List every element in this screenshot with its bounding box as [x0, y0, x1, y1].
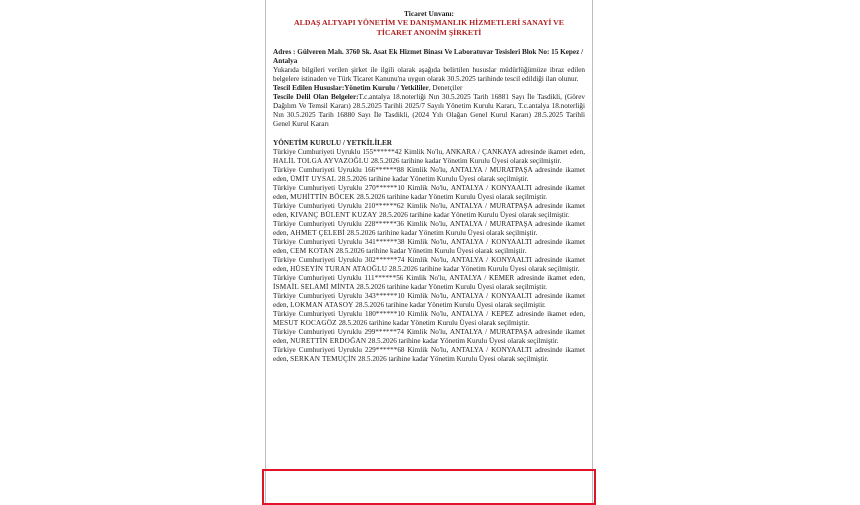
member-name: MESUT KOCAGÖZ — [273, 319, 337, 327]
board-member-entry-highlighted: Türkiye Cumhuriyeti Uyruklu 229******68 Kimlik No'lu, ANTALYA / KONYAALTI adresinde ikamet eden, SERKAN TEMUÇİN 28.5.2026 tarihine kadar Yönetim Kurulu Üyesi olarak seçilmiştir. — [273, 346, 585, 363]
member-name: SERKAN TEMUÇİN — [290, 355, 357, 363]
board-member-entry: Türkiye Cumhuriyeti Uyruklu 111******56 Kimlik No'lu, ANTALYA / KEMER adresinde ikamet eden, İSMAİL SELAMİ MİNTA 28.5.2026 tarihine kadar Yönetim Kurulu Üyesi olarak seçilmiştir. — [273, 274, 585, 291]
trade-name-label: Ticaret Unvanı: — [403, 9, 455, 18]
member-name: KIVANÇ BÜLENT KUZAY — [290, 211, 378, 219]
registered-matters — [273, 84, 585, 93]
board-section-title: YÖNETİM KURULU / YETKİLİLER — [273, 139, 392, 147]
board-member-entry: Türkiye Cumhuriyeti Uyruklu 166******88 Kimlik No'lu, ANTALYA / MURATPAŞA adresinde ikamet eden, ÜMİT UYSAL 28.5.2026 tarihine kadar Yönetim Kurulu Üyesi olarak seçilmiştir. — [273, 166, 585, 183]
source-documents-label: Tescile Delil Olan Belgeler: — [273, 93, 359, 101]
member-name: ÜMİT UYSAL — [290, 175, 337, 183]
registered-matters-rest: , Denetçiler — [428, 84, 463, 92]
member-name: AHMET ÇELEBİ — [290, 229, 345, 237]
board-member-entry: Türkiye Cumhuriyeti Uyruklu 341******38 Kimlik No'lu, ANTALYA / KONYAALTI adresinde ikamet eden, CEM KOTAN 28.5.2026 tarihine kadar Yönetim Kurulu Üyesi olarak seçilmiştir. — [273, 238, 585, 255]
intro-paragraph: Yukarıda bilgileri verilen şirket ile ilgili olarak aşağıda belirtilen hususlar müdürlüğümüze ibraz edilen belgelere istinaden ve Türk Ticaret Kanunu'na uygun olarak 30.5.2025 tarihinde tescil edildiği ilan olunur. — [273, 66, 585, 83]
source-documents-value: T.c.antalya 18.noterliği Nın 30.5.2025 Tarih 16881 Sayı İle Tasdikli, (Görev Dağılım Ve Temsil Kararı) 28.5.2025 Tarihli 2025/7 Sayılı Yönetim Kurulu Kararı, T.c.antalya 18.noterliği Nın 30.5.2025 Tarih 16880 Sayı İle Tasdikli, (2024 Yılı Olağan Genel Kurul Kararı) 28.5.2025 Tarihli Genel Kurul Kararı — [273, 93, 585, 128]
source-documents — [273, 93, 585, 129]
member-name: CEM KOTAN — [290, 247, 334, 255]
board-member-entry: Türkiye Cumhuriyeti Uyruklu 343******10 Kimlik No'lu, ANTALYA / KONYAALTI adresinde ikamet eden, LOKMAN ATASOY 28.5.2026 tarihine kadar Yönetim Kurulu Üyesi olarak seçilmiştir. — [273, 292, 585, 309]
board-member-entry: Türkiye Cumhuriyeti Uyruklu 180******10 Kimlik No'lu, ANTALYA / KEPEZ adresinde ikamet eden, MESUT KOCAGÖZ 28.5.2026 tarihine kadar Yönetim Kurulu Üyesi olarak seçilmiştir. — [273, 310, 585, 327]
registered-matters-label: Tescil Edilen Hususlar: — [273, 84, 345, 92]
member-name: MUHİTTİN BÖCEK — [290, 193, 355, 201]
registered-matters-bold: Yönetim Kurulu / Yetkililer — [344, 84, 429, 92]
board-member-entry: Türkiye Cumhuriyeti Uyruklu 270******10 Kimlik No'lu, ANTALYA / KONYAALTI adresinde ikamet eden, MUHİTTİN BÖCEK 28.5.2026 tarihine kadar Yönetim Kurulu Üyesi olarak seçilmiştir. — [273, 184, 585, 201]
member-name: LOKMAN ATASOY — [290, 301, 354, 309]
member-name: HALİL TOLGA AYVAZOĞLU — [273, 157, 369, 165]
member-name: İSMAİL SELAMİ MİNTA — [273, 283, 355, 291]
document-content — [266, 0, 592, 364]
member-name: HÜSEYİN TURAN ATAOĞLU — [290, 265, 388, 273]
board-member-entry: Türkiye Cumhuriyeti Uyruklu 302******74 Kimlik No'lu, ANTALYA / KONYAALTI adresinde ikamet eden, HÜSEYİN TURAN ATAOĞLU 28.5.2026 tarihine kadar Yönetim Kurulu Üyesi olarak seçilmiştir. — [273, 256, 585, 273]
board-member-entry: Türkiye Cumhuriyeti Uyruklu 155******42 Kimlik No'lu, ANKARA / ÇANKAYA adresinde ikamet eden, HALİL TOLGA AYVAZOĞLU 28.5.2026 tarihine kadar Yönetim Kurulu Üyesi olarak seçilmiştir. — [273, 148, 585, 165]
board-member-entry: Türkiye Cumhuriyeti Uyruklu 299******74 Kimlik No'lu, ANTALYA / MURATPAŞA adresinde ikamet eden, NURETTİN ERDOĞAN 28.5.2026 tarihine kadar Yönetim Kurulu Üyesi olarak seçilmiştir. — [273, 328, 585, 345]
member-name: NURETTİN ERDOĞAN — [290, 337, 367, 345]
gazette-document — [265, 0, 593, 505]
company-address: Adres : Gülveren Mah. 3760 Sk. Asat Ek Hizmet Binası Ve Laboratuvar Tesisleri Blok No: 15 Kepez / Antalya — [273, 48, 584, 65]
board-member-entry: Türkiye Cumhuriyeti Uyruklu 210******62 Kimlik No'lu, ANTALYA / MURATPAŞA adresinde ikamet eden, KIVANÇ BÜLENT KUZAY 28.5.2026 tarihine kadar Yönetim Kurulu Üyesi olarak seçilmiştir. — [273, 202, 585, 219]
company-name: ALDAŞ ALTYAPI YÖNETİM VE DANIŞMANLIK HİZMETLERİ SANAYİ VE TİCARET ANONİM ŞİRKETİ — [294, 18, 564, 37]
board-member-entry: Türkiye Cumhuriyeti Uyruklu 228******36 Kimlik No'lu, ANTALYA / MURATPAŞA adresinde ikamet eden, AHMET ÇELEBİ 28.5.2026 tarihine kadar Yönetim Kurulu Üyesi olarak seçilmiştir. — [273, 220, 585, 237]
